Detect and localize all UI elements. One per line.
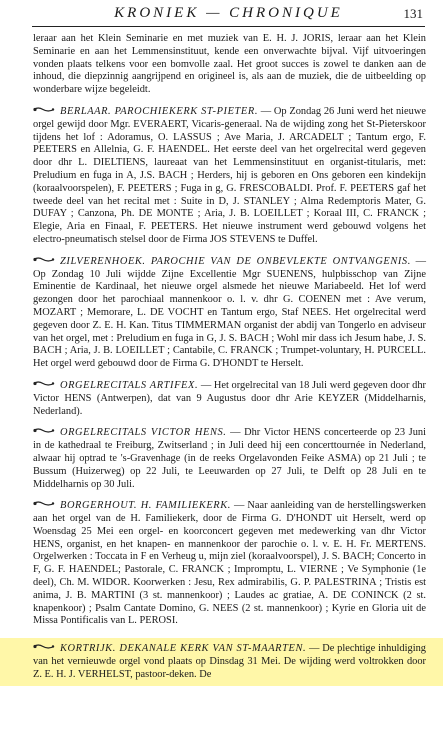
section-heading: KORTRIJK. DEKANALE KERK VAN ST-MAARTEN. <box>60 643 307 655</box>
ornament-icon <box>33 380 55 387</box>
section-heading: ORGELRECITALS VICTOR HENS. <box>60 427 227 439</box>
section-borgerhout <box>33 500 426 628</box>
section-kortrijk <box>0 638 443 685</box>
section-heading: ORGELRECITALS ARTIFEX. <box>60 379 199 391</box>
section-text: — Naar aanleiding van de herstellingswerken aan het orgel van de H. Familiekerk, door de Firma G. D'HONDT uit Herselt, werd op Woensdag 25 Mei een orgel- en koorconcert gegeven met medewerking van dhr Victor HENS, organist, en het knapen- en mannenkoor der parochie o. l. v. E. H. Fr. MERTENS. Orgelwerken : Toccata in F en Verheug u, mijn ziel (koraalvoorspel), J. S. BACH; Concerto in F, G. F. HAENDEL; Pastorale, C. FRANCK ; Impromptu, L. VIERNE ; Ve Symphonie (1e deel), Ch. M. WIDOR. Koorwerken : Jesu, Rex admirabilis, G. P. PALESTRINA ; Tristis est anima, J. B. MARTINI (3 st. mannenkoor) ; Laudes ac gratiae, A. DE CONINCK (2 st. knapenkoor) ; Psalm Cantate Domino, G. NEES (2 st. mannenkoor) ; Kyrie en Gloria uit de Missa Pontificalis van L. PEROSI. <box>33 500 426 627</box>
section-zilverenhoek <box>33 256 426 371</box>
section-heading: BERLAAR. PAROCHIEKERK ST-PIETER. <box>60 105 259 117</box>
ornament-icon <box>33 427 55 434</box>
page-body <box>33 33 426 750</box>
ornament-icon <box>33 500 55 507</box>
running-title: KRONIEK — CHRONIQUE <box>114 5 343 21</box>
ornament-icon <box>33 643 55 650</box>
section-text: — De plechtige inhuldiging van het vernieuwde orgel vond plaats op Dinsdag 31 Mei. De wijding werd voltrokken door Z. E. H. J. VERHELST, pastoor-deken. De <box>33 643 426 680</box>
section-berlaar <box>33 106 426 247</box>
section-text: — Dhr Victor HENS concerteerde op 23 Juni in de kathedraal te Freiburg, Zwitserland ; in Juli deed hij een concerttournée in Nederland, alwaar hij optrad te 's-Gravenhage (in de reeks Orgelavonden Feike ASMA) op 21 Juli ; te Bussum (Huizerweg) op 22 Juli, te Leeuwarden op 27 Juli, te Delft op 28 Juli en te Middelharnis op 30 Juli. <box>33 427 426 490</box>
page-header <box>32 2 425 27</box>
section-orgelrecitals-hens <box>33 427 426 491</box>
ornament-icon <box>33 256 55 263</box>
section-heading: BORGERHOUT. H. FAMILIEKERK. <box>60 500 231 512</box>
section-text: — Het orgelrecital van 18 Juli werd gegeven door dhr Victor HENS (Antwerpen), dat van 9 Augustus door dhr Arie KEYZER (Middelharnis, Nederland). <box>33 379 426 417</box>
ornament-icon <box>33 106 55 113</box>
section-heading: ZILVERENHOEK. PAROCHIE VAN DE ONBEVLEKTE ONTVANGENIS. <box>60 255 411 267</box>
section-orgelrecitals-artifex <box>33 380 426 418</box>
section-text: — Op Zondag 10 Juli wijdde Zijne Excellentie Mgr SUENENS, hulpbisschop van Zijne Eminentie de Kardinaal, het nieuwe orgel alsmede het nieuwe Mariabeeld. Het lof werd gezongen door het parochiaal mannenkoor o. l. v. dhr G. COENEN met : Ave verum, MOZART ; Memorare, L. DE VOCHT en Tantum ergo, Staf NEES. Het orgelrecital werd gegeven door Z. E. H. Kan. Titus TIMMERMAN organist der abdij van Tongerlo en adviseur van het orgel, met : Preludium en fuga in G, J. S. BACH ; Wohl mir dass ich Jesum habe, J. S. BACH ; Aria, J. B. LOEILLET ; Cantabile, C. FRANCK ; Trumpet-voluntary, H. PURCELL. Het orgel werd gebouwd door de Firma G. D'HONDT te Herselt. <box>33 255 426 370</box>
section-text: — Op Zondag 26 Juni werd het nieuwe orgel gewijd door Mgr. EVERAERT, Vicaris-generaal. Na de wijding zong het St-Pieterskoor tijdens het lof : Adoramus, O. LASSUS ; Ave Maria, J. ARCADELT ; Tantum ergo, F. PEETERS en Allelnia, G. F. HAENDEL. Het eerste deel van het orgelrecital werd gegeven door dhr L. DIELTIENS, laureaat van het Lemmensinstituut en organist-titularis, met: Preludium en fuga in A, J.S. BACH ; Herders, hij is geboren en Ons geboren een kindekijn (koraalvoorspelen), F. PEETERS ; Fuga in g, G. FRESCOBALDI. Prof. F. PEETERS gaf het tweede deel van het recital met : Suite in D, J. STANLEY ; Alma Redemptoris Mater, G. DUFAY ; Canzona, Ph. DE MONTE ; Aria, J. B. LOEILLET ; Koraal III, C. FRANCK ; Elegie, Aria en Finaal, F. PEETERS. Het nieuwe instrument werd gebouwd volgens het electro-pneumatisch stelsel door de Firma JOS STEVENS te Duffel. <box>33 105 426 245</box>
page-number: 131 <box>403 6 423 21</box>
intro-paragraph: leraar aan het Klein Seminarie en met muziek van E. H. J. JORIS, leraar aan het Klein Seminarie en aan het Lemmensinstituut, kende een onverwachte bijval. Vijf uitvoeringen vonden plaats telkens voor een bomvolle zaal. Het groot succes is zowel te danken aan de inhoud, die diepzinnig aangrijpend en origineel is, als aan de muziek, die de uitbeelding op wonderbare wijze begeleidt. <box>33 33 426 96</box>
